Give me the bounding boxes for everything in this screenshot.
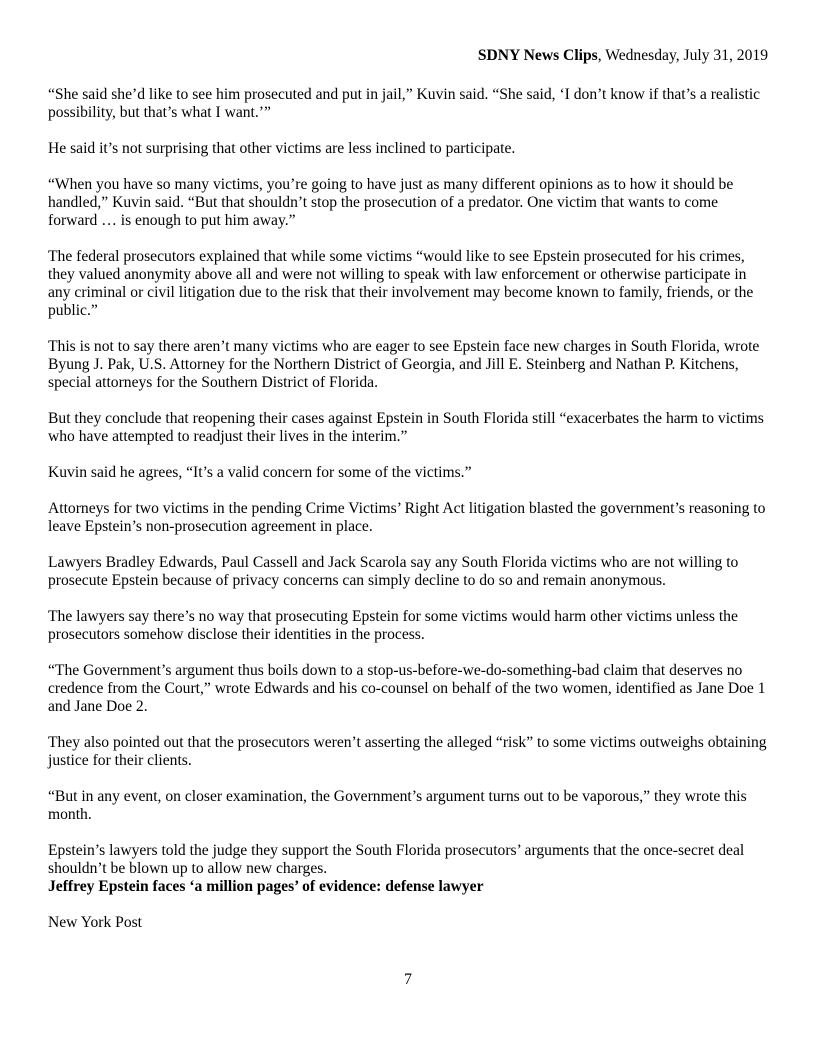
paragraph-14: Epstein’s lawyers told the judge they support the South Florida prosecutors’ arguments that the once-secret deal shouldn’t be blown up to allow new charges. (48, 842, 745, 877)
paragraph-4: The federal prosecutors explained that while some victims “would like to see Epstein prosecuted for his crimes, they valued anonymity above all and were not willing to speak with law enforcement or otherwise participate in any criminal or civil litigation due to the risk that their involvement may become known to family, friends, or the public.” (48, 248, 754, 319)
next-article-headline: Jeffrey Epstein faces ‘a million pages’ of evidence: defense lawyer (48, 878, 484, 895)
paragraph-6: But they conclude that reopening their cases against Epstein in South Florida still “exacerbates the harm to victims who have attempted to readjust their lives in the interim.” (48, 410, 764, 445)
paragraph-5: This is not to say there aren’t many victims who are eager to see Epstein face new charges in South Florida, wrote Byung J. Pak, U.S. Attorney for the Northern District of Georgia, and Jill E. Steinberg and Nathan P. Kitchens, special attorneys for the Southern District of Florida. (48, 338, 760, 391)
paragraph-13: “But in any event, on closer examination, the Government’s argument turns out to be vaporous,” they wrote this month. (48, 788, 747, 823)
paragraph-12: They also pointed out that the prosecutors weren’t asserting the alleged “risk” to some victims outweighs obtaining justice for their clients. (48, 734, 767, 769)
paragraph-8: Attorneys for two victims in the pending Crime Victims’ Right Act litigation blasted the government’s reasoning to leave Epstein’s non-prosecution agreement in place. (48, 500, 766, 535)
paragraph-11: “The Government’s argument thus boils down to a stop-us-before-we-do-something-bad claim that deserves no credence from the Court,” wrote Edwards and his co-counsel on behalf of the two women, identified as Jane Doe 1 and Jane Doe 2. (48, 662, 766, 715)
publication-name: SDNY News Clips (477, 47, 598, 64)
paragraph-2: He said it’s not surprising that other victims are less inclined to participate. (48, 140, 516, 157)
page-header (478, 47, 768, 65)
paragraph-1: “She said she’d like to see him prosecuted and put in jail,” Kuvin said. “She said, ‘I don’t know if that’s a realistic possibility, but that’s what I want.’” (48, 86, 761, 121)
paragraph-9: Lawyers Bradley Edwards, Paul Cassell and Jack Scarola say any South Florida victims who are not willing to prosecute Epstein because of privacy concerns can simply decline to do so and remain anonymous. (48, 554, 739, 589)
article-body (48, 86, 770, 932)
paragraph-3: “When you have so many victims, you’re going to have just as many different opinions as to how it should be handled,” Kuvin said. “But that shouldn’t stop the prosecution of a predator. One victim that wants to come forward … is enough to put him away.” (48, 176, 734, 229)
page-number: 7 (404, 971, 412, 988)
paragraph-10: The lawyers say there’s no way that prosecuting Epstein for some victims would harm other victims unless the prosecutors somehow disclose their identities in the process. (48, 608, 738, 643)
header-date: , Wednesday, July 31, 2019 (597, 47, 768, 64)
paragraph-7: Kuvin said he agrees, “It’s a valid concern for some of the victims.” (48, 464, 472, 481)
next-article-source: New York Post (48, 914, 143, 931)
